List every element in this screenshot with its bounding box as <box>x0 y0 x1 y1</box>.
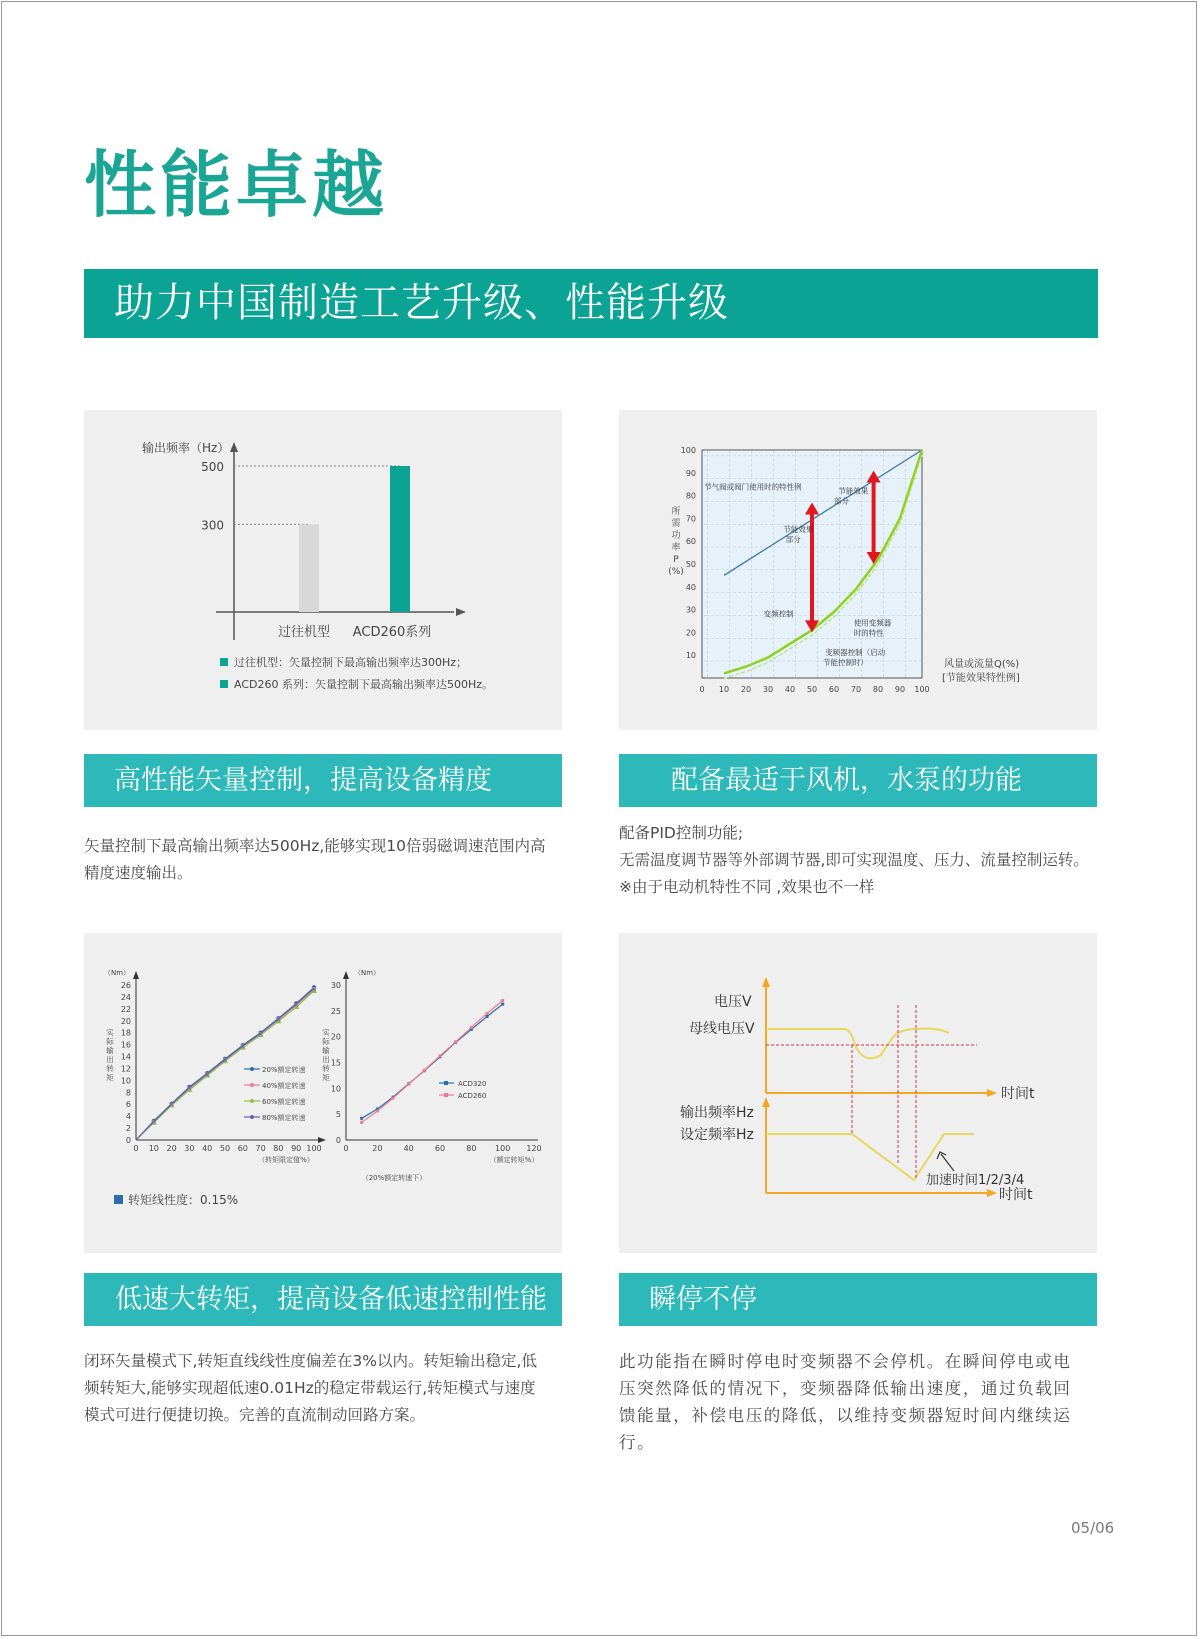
y-axis-label-char: 输 <box>106 1046 114 1055</box>
x-tick-label: 60 <box>828 685 840 694</box>
y-axis-label-char: 转 <box>322 1064 330 1073</box>
series-point <box>486 1012 489 1015</box>
x-tick-label: 100 <box>914 685 930 694</box>
x-axis-caption: [节能效果特性例] <box>942 673 1020 684</box>
x-axis-label: （转矩限定值%） <box>258 1156 314 1164</box>
series-point: × <box>150 1118 157 1127</box>
x-tick-label: 80 <box>466 1144 477 1153</box>
annotation-saving-2a: 节能效果 <box>838 486 869 496</box>
x-tick-label: 20 <box>740 685 752 694</box>
label-set-freq: 设定频率Hz <box>680 1127 754 1143</box>
y-tick-label: 12 <box>120 1064 131 1074</box>
y-tick-label: 10 <box>685 651 696 661</box>
annotation-inverter-char-b: 时的特性 <box>853 628 884 638</box>
series-point <box>360 1117 363 1120</box>
legend-legacy: 过往机型：矢量控制下最高输出频率达300Hz； <box>234 656 468 669</box>
series-point: × <box>204 1070 211 1079</box>
page-title: 性能卓越 <box>84 143 389 227</box>
energy-saving-chart-panel <box>619 410 1097 730</box>
series-point <box>376 1110 379 1113</box>
y-axis-label-char: 需 <box>671 519 681 529</box>
y-axis-label-char: 转 <box>106 1064 114 1073</box>
text-line: 馈能量，补偿电压的降低，以维持变频器短时间内继续运 <box>619 1406 1072 1425</box>
y-axis-label-char: 际 <box>106 1037 114 1046</box>
text-line: 频转矩大,能够实现超低速0.01Hz的稳定带载运行,转矩模式与速度 <box>84 1379 536 1397</box>
legend-acd260: ACD260 系列：矢量控制下最高输出频率达500Hz。 <box>234 678 494 691</box>
series-point: × <box>168 1101 175 1110</box>
y-axis-label-char: 际 <box>322 1037 330 1046</box>
legend-label: ACD260 <box>458 1092 487 1100</box>
y-tick-label: 16 <box>120 1040 131 1050</box>
annotation-throttle: 节气阀或阀门使用时的特性例 <box>704 482 802 492</box>
section-title-vector-control: 高性能矢量控制，提高设备精度 <box>84 754 562 807</box>
y-unit: （Nm） <box>354 969 381 977</box>
series-point <box>360 1121 363 1124</box>
lower-y-arrow <box>762 1097 770 1107</box>
y-axis-label-char: 率 <box>671 543 681 553</box>
section-text-ride-through <box>619 1348 1097 1456</box>
y-tick-label: 14 <box>120 1052 131 1062</box>
category-label: ACD260系列 <box>352 625 432 640</box>
accel-pointer <box>941 1154 954 1171</box>
y-tick-label: 24 <box>120 992 131 1002</box>
torque-chart-panel <box>84 933 562 1253</box>
x-tick-label: 0 <box>699 685 705 694</box>
legend-label: 80%额定转速 <box>262 1114 306 1122</box>
y-tick-label: 500 <box>201 460 224 474</box>
legend-marker <box>250 1099 254 1103</box>
y-axis-label-char: 矩 <box>322 1073 330 1082</box>
label-time-lower: 时间t <box>999 1187 1033 1203</box>
y-axis-label-char: 实 <box>106 1028 114 1037</box>
frequency-chart-panel <box>84 410 562 730</box>
legend-marker <box>250 1115 254 1119</box>
legend-marker <box>444 1093 448 1097</box>
series-point <box>423 1069 426 1072</box>
series-point: × <box>275 1015 282 1024</box>
y-tick-label: 50 <box>685 560 696 569</box>
legend-label: 20%额定转速 <box>262 1066 306 1074</box>
y-axis-arrow <box>230 442 238 452</box>
y-tick-label: 6 <box>125 1100 131 1110</box>
y-tick-label: 0 <box>125 1136 131 1145</box>
y-unit: （Nm） <box>104 969 131 977</box>
series-point <box>407 1083 410 1086</box>
legend-marker <box>444 1081 448 1085</box>
text-line: 模式可进行便捷切换。完善的直流制动回路方案。 <box>84 1406 426 1424</box>
x-tick-label: 10 <box>148 1144 159 1153</box>
legend-marker <box>250 1067 254 1071</box>
x-tick-label: 100 <box>495 1144 511 1153</box>
ride-through-diagram-panel <box>619 933 1097 1253</box>
x-tick-label: 50 <box>219 1144 231 1153</box>
y-tick-label: 70 <box>685 514 696 524</box>
torque-linearity-charts <box>84 933 562 1253</box>
upper-x-arrow <box>987 1089 997 1097</box>
x-axis-arrow <box>318 1137 326 1143</box>
section-text-low-speed-torque <box>84 1348 562 1429</box>
y-axis-label-char: 矩 <box>106 1073 114 1082</box>
x-tick-label: 80 <box>273 1144 284 1153</box>
x-tick-label: 10 <box>718 685 730 694</box>
frequency-bar-chart <box>84 410 562 730</box>
x-tick-label: 80 <box>872 685 884 694</box>
y-tick-label: 300 <box>201 518 224 533</box>
x-tick-label: 20 <box>166 1144 177 1153</box>
x-tick-label: 120 <box>526 1144 542 1153</box>
y-axis-label-char: 功 <box>671 531 681 541</box>
x-tick-label: 0 <box>133 1144 139 1153</box>
chart-subtitle: （20%额定转速下） <box>361 1174 427 1182</box>
y-tick-label: 18 <box>120 1028 131 1038</box>
text-line: 闭环矢量模式下,转矩直线线性度偏差在3%以内。转矩输出稳定,低 <box>84 1352 537 1370</box>
page-banner: 助力中国制造工艺升级、性能升级 <box>84 269 1098 338</box>
series-point: × <box>239 1042 246 1051</box>
page-number: 05/06 <box>1071 1519 1115 1537</box>
series-point: × <box>257 1030 264 1039</box>
label-output-freq: 输出频率Hz <box>680 1105 754 1121</box>
y-tick-label: 20 <box>685 628 696 638</box>
y-tick-label: 5 <box>335 1110 341 1120</box>
x-tick-label: 70 <box>850 685 862 694</box>
y-tick-label: 8 <box>125 1088 131 1098</box>
text-line: 精度速度输出。 <box>84 864 193 882</box>
series-point: × <box>293 1001 300 1010</box>
annotation-saving-1b: 部分 <box>785 535 801 545</box>
section-text-fan-pump <box>619 820 1119 901</box>
y-tick-label: 20 <box>120 1016 131 1026</box>
y-tick-label: 60 <box>685 537 696 547</box>
y-tick-label: 30 <box>685 605 696 615</box>
y-axis-arrow <box>133 971 139 979</box>
x-tick-label: 100 <box>306 1144 322 1153</box>
series-point <box>439 1054 442 1057</box>
x-axis-label: （额定转矩%） <box>489 1156 539 1164</box>
series-point <box>501 999 504 1002</box>
y-axis-arrow <box>343 971 349 979</box>
y-tick-label: 10 <box>330 1084 341 1094</box>
section-title-fan-pump: 配备最适于风机，水泵的功能 <box>619 754 1097 807</box>
series-point <box>392 1097 395 1100</box>
x-tick-label: 40 <box>403 1144 414 1153</box>
label-voltage: 电压V <box>714 994 752 1010</box>
annotation-inverter-char-a: 使用变频器 <box>853 618 892 628</box>
y-axis-label-char: P <box>673 555 679 565</box>
series-point: × <box>311 985 317 994</box>
x-axis-arrow <box>456 608 466 616</box>
series-point: × <box>222 1056 228 1065</box>
y-tick-label: 20 <box>330 1032 341 1042</box>
y-tick-label: 22 <box>120 1004 131 1014</box>
series-line <box>362 1004 503 1118</box>
y-tick-label: 40 <box>685 582 696 592</box>
x-tick-label: 30 <box>762 685 774 694</box>
x-tick-label: 40 <box>202 1144 213 1153</box>
x-tick-label: 0 <box>343 1144 349 1153</box>
legend-swatch-acd260 <box>220 680 228 688</box>
legend-label: ACD320 <box>458 1080 487 1088</box>
bus-voltage-curve <box>766 1029 949 1059</box>
label-accel-time: 加速时间1/2/3/4 <box>926 1173 1025 1188</box>
y-tick-label: 80 <box>685 491 696 501</box>
category-label: 过往机型 <box>277 625 331 640</box>
text-line: 行。 <box>619 1433 656 1452</box>
x-tick-label: 50 <box>806 685 818 694</box>
section-title-low-speed-torque: 低速大转矩，提高设备低速控制性能 <box>84 1273 562 1326</box>
series-point <box>486 1015 489 1018</box>
legend-swatch-legacy <box>220 658 228 666</box>
y-tick-label: 15 <box>330 1058 341 1068</box>
x-tick-label: 90 <box>894 685 906 694</box>
bar <box>390 466 410 612</box>
y-tick-label: 0 <box>335 1136 341 1145</box>
x-axis-label: 风量或流量Q(%) <box>944 659 1020 670</box>
text-line: ※由于电动机特性不同 ,效果也不一样 <box>619 878 875 896</box>
y-axis-label-char: 出 <box>322 1055 330 1064</box>
y-tick-label: 26 <box>120 981 131 990</box>
label-bus-voltage: 母线电压V <box>689 1021 755 1037</box>
text-line: 压突然降低的情况下，变频器降低输出速度，通过负载回 <box>619 1379 1072 1398</box>
x-tick-label: 40 <box>784 685 796 694</box>
series-point: × <box>186 1084 193 1093</box>
legend-marker <box>250 1083 254 1087</box>
annotation-saving-2b: 部分 <box>834 496 849 506</box>
lower-x-arrow <box>987 1189 997 1197</box>
ride-through-timing-diagram <box>619 933 1097 1253</box>
text-line: 配备PID控制功能; <box>619 824 744 842</box>
y-tick-label: 25 <box>330 1006 341 1016</box>
text-line: 此功能指在瞬时停电时变频器不会停机。在瞬间停电或电 <box>619 1352 1072 1371</box>
section-title-ride-through: 瞬停不停 <box>619 1273 1097 1326</box>
x-tick-label: 30 <box>184 1144 195 1153</box>
section-text-vector-control <box>84 833 562 887</box>
series-point <box>501 1003 504 1006</box>
torque-linearity-note: 转矩线性度：0.15% <box>128 1193 239 1207</box>
y-axis-label-char: 所 <box>671 507 681 517</box>
annotation-startup-a: 变频器控制（启动 <box>825 648 886 658</box>
y-axis-label-char: (%) <box>668 567 684 577</box>
y-tick-label: 4 <box>125 1112 131 1122</box>
annotation-inverter-control: 变频控制 <box>763 609 794 619</box>
x-tick-label: 20 <box>372 1144 383 1153</box>
series-point <box>470 1026 473 1029</box>
x-tick-label: 60 <box>434 1144 446 1153</box>
text-line: 无需温度调节器等外部调节器,即可实现温度、压力、流量控制运转。 <box>619 851 1089 869</box>
energy-saving-chart <box>619 410 1097 730</box>
bar <box>299 524 319 612</box>
x-tick-label: 70 <box>255 1144 266 1153</box>
x-tick-label: 90 <box>291 1144 302 1153</box>
y-axis-label-char: 输 <box>322 1046 330 1055</box>
annotation-saving-1a: 节能效果 <box>783 525 814 535</box>
x-tick-label: 60 <box>237 1144 248 1153</box>
legend-label: 40%额定转速 <box>262 1082 306 1090</box>
text-line: 矢量控制下最高输出频率达500Hz,能够实现10倍弱磁调速范围内高 <box>84 837 546 855</box>
annotation-startup-b: 节能控制时） <box>823 658 868 668</box>
y-tick-label: 30 <box>330 981 341 990</box>
y-axis-label-char: 出 <box>106 1055 114 1064</box>
label-time-upper: 时间t <box>1001 1086 1035 1102</box>
y-tick-label: 10 <box>120 1076 131 1086</box>
y-tick-label: 2 <box>125 1124 131 1134</box>
upper-y-arrow <box>762 977 770 987</box>
y-tick-label: 90 <box>685 468 696 478</box>
y-tick-label: 100 <box>680 446 696 455</box>
y-axis-label-char: 实 <box>322 1028 330 1037</box>
series-point <box>454 1040 457 1043</box>
legend-label: 60%额定转速 <box>262 1098 306 1106</box>
y-axis-label: 输出频率（Hz） <box>142 441 230 455</box>
note-swatch <box>114 1195 123 1204</box>
